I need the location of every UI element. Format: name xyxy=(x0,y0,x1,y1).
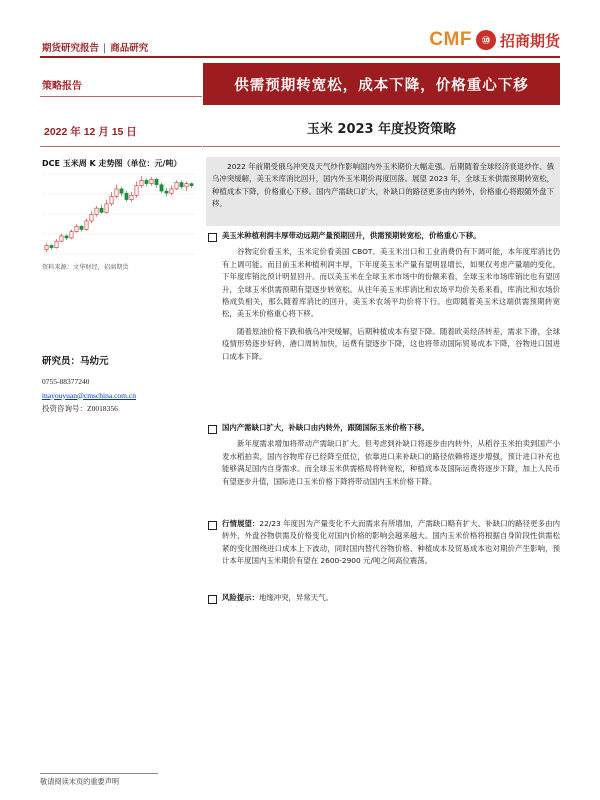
candle-body xyxy=(135,186,138,196)
candle xyxy=(115,185,118,199)
report-type: 策略报告 xyxy=(42,81,82,92)
candle-body xyxy=(80,226,83,229)
candle-body xyxy=(85,221,88,230)
section-3-label: 行情展望： xyxy=(222,519,260,528)
logo-badge-icon: ⑩ xyxy=(476,30,496,50)
candle-body xyxy=(140,180,143,185)
section-3-bullet-icon xyxy=(208,521,217,530)
footer-disclaimer: 敬请阅读末页的重要声明 xyxy=(40,777,120,786)
candle-body xyxy=(45,245,48,249)
chart-title: DCE 玉米周 K 走势图（单位：元/吨） xyxy=(42,159,182,168)
header-subcategory: 商品研究 xyxy=(110,43,149,54)
headline-text: 供需预期转宽松，成本下降，价格重心下移 xyxy=(234,77,529,94)
candle-body xyxy=(120,189,123,193)
candle xyxy=(85,219,88,231)
candle-body xyxy=(65,236,68,238)
footer-divider xyxy=(40,773,158,774)
candle xyxy=(180,180,183,189)
candle xyxy=(90,211,93,223)
section-4 xyxy=(222,592,560,604)
analyst-name: 研究员：马幼元 xyxy=(42,356,109,367)
report-type-divider xyxy=(40,96,202,97)
candle-body xyxy=(100,208,103,212)
logo-cn: 招商期货 xyxy=(499,31,560,50)
candle xyxy=(155,178,158,188)
candle xyxy=(95,206,98,217)
logo-en: CMF xyxy=(429,29,472,50)
header-breadcrumb: 期货研究报告 | 商品研究 xyxy=(42,43,149,54)
candle xyxy=(45,243,48,252)
section-2 xyxy=(222,422,560,488)
section-3 xyxy=(222,518,560,568)
candle-body xyxy=(110,196,113,203)
candle xyxy=(75,224,78,233)
candle xyxy=(120,187,123,197)
section-1-paragraph-1: 谷物定价看玉米，玉米定价看美国 CBOT。美玉米出口和工业消费仍有下调可能，本年度库消比仍有上调可能。而目前玉米种植利润丰厚，下年度美玉米产量有望明显增长，如果仅考虑产量端的变化，下年度库销比预计明显回升。而以美玉米在全球玉米市场中的份额来看，全球玉米市场库销比也有望回升，全球玉米供需预期有望逐步转宽松。从往年美玉米库消比和农场平均价关系来看，库消比和农场价格成负相关，那么随着库消比的回升，美玉米农场平均价将下行。也即随着美玉米这端供需预期转宽松，美玉米价格重心将下移。 xyxy=(222,247,560,319)
candle-body xyxy=(185,184,188,187)
section-3-text: 22/23 年度因为产量变化不大而需求有所增加，产需缺口略有扩大。补缺口的路径更多由内转外，外盘谷物供需及价格变化对国内价格的影响会越来越大。国内玉米价格将根据自身阶段性供需松紧的变化围绕进口成本上下波动，同时国内替代谷物价格、种植成本及贸易成本也对期价产生影响，预计本年度国内玉米期价有望在 2600-2900 元/吨之间高位震荡。 xyxy=(222,519,560,566)
candle-body xyxy=(115,189,118,196)
section-2-paragraph-1: 新年度需求增加将带动产需缺口扩大。但考虑到补缺口将逐步由内转外，从稻谷玉米拍卖到国产小麦水稻拍卖，国内谷物库存已经降至低位，依靠进口来补缺口的路径依赖将逐步增强，预计进口补充也能够满足国内自身需求。而全球玉米供需格局将转宽松，种植成本及国际运费将逐步下降，加上人民币有望逐步升值，国际进口玉米价格下降将带动国内玉米价格下降。 xyxy=(222,439,560,486)
candle-body xyxy=(75,226,78,231)
chart-source: 资料来源：文华财经，招商期货 xyxy=(42,264,129,271)
candle xyxy=(185,181,188,191)
candle-body xyxy=(190,184,193,186)
candle-body xyxy=(150,179,153,183)
candle-body xyxy=(145,180,148,183)
document-title-divider xyxy=(203,146,560,147)
candle xyxy=(175,180,178,190)
report-date-divider xyxy=(40,146,202,147)
candle xyxy=(165,188,168,197)
report-date: 2022 年 12 月 15 日 xyxy=(44,126,137,138)
analyst-phone: 0755-88377240 xyxy=(42,377,90,386)
candle xyxy=(80,225,83,231)
candle-body xyxy=(155,179,158,184)
section-1 xyxy=(222,230,560,363)
candle xyxy=(135,181,138,197)
candle-body xyxy=(55,241,58,247)
section-1-paragraph-2: 随着原油价格下跌和俄乌冲突缓解，后期种植成本有望下降。随着欧美经济转差，需求下滑，全球疫情形势逐步好转，港口周转加快，运费有望逐步下降，这也将带动国际贸易成本下降，谷物进口国进口成本下降。 xyxy=(222,326,560,361)
candle-body xyxy=(70,232,73,238)
section-4-text: 地缘冲突，异常天气。 xyxy=(258,593,333,602)
candle xyxy=(50,244,53,249)
candle xyxy=(65,234,68,240)
candle xyxy=(190,183,193,188)
header-divider xyxy=(40,56,560,58)
candle xyxy=(140,176,143,188)
candle xyxy=(160,183,163,194)
candle xyxy=(105,200,108,214)
candle-body xyxy=(50,245,53,247)
analyst-license: 投资咨询号：Z0018356 xyxy=(42,404,118,413)
candle-body xyxy=(60,236,63,241)
candle xyxy=(55,239,58,249)
analyst-email-link[interactable]: mayouyuan@cmschina.com.cn xyxy=(42,390,136,400)
candlestick-chart xyxy=(42,170,198,258)
candle-body xyxy=(95,208,98,214)
candle xyxy=(100,205,103,214)
candle-body xyxy=(160,185,163,191)
section-4-label: 风险提示： xyxy=(222,593,259,602)
candle-body xyxy=(90,215,93,221)
analyst-contact xyxy=(42,375,136,416)
section-4-bullet-icon xyxy=(208,595,217,604)
candle-body xyxy=(105,204,108,213)
candle-body xyxy=(180,183,183,187)
company-logo xyxy=(429,28,560,52)
top-header xyxy=(40,28,560,54)
candle-body xyxy=(175,183,178,189)
candle-body xyxy=(130,195,133,199)
section-1-bullet-icon xyxy=(208,233,217,242)
candle xyxy=(125,191,128,202)
candle xyxy=(60,234,63,243)
document-title: 玉米 2023 年度投资策略 xyxy=(306,122,457,137)
section-2-bullet-icon xyxy=(208,425,217,434)
candle-body xyxy=(125,193,128,199)
candle xyxy=(70,229,73,239)
candle xyxy=(145,178,148,187)
section-1-heading: 美玉米种植利润丰厚带动远期产量预期回升，供需预期转宽松，价格重心下移。 xyxy=(222,231,481,240)
header-category: 期货研究报告 xyxy=(42,43,100,54)
candle xyxy=(150,177,153,186)
candle-body xyxy=(165,191,168,193)
section-2-heading: 国内产需缺口扩大，补缺口由内转外，跟随国际玉米价格下移。 xyxy=(222,423,429,432)
candle xyxy=(130,192,133,202)
candle-body xyxy=(170,189,173,193)
headline-banner xyxy=(203,63,560,105)
summary-box: 2022 年前期受俄乌冲突及天气炒作影响国内外玉米期价大幅走强。后期随着全球经济衰退炒作、俄乌冲突缓解，美玉米库消比回升，国内外玉米期价再度回落。展望 2023 年，全球玉米供需预期转宽松，种植成本下降，价格重心下移。国内产需缺口扩大，补缺口的路径更多由内转外，价格重心将跟随外盘下移。 xyxy=(206,157,560,226)
